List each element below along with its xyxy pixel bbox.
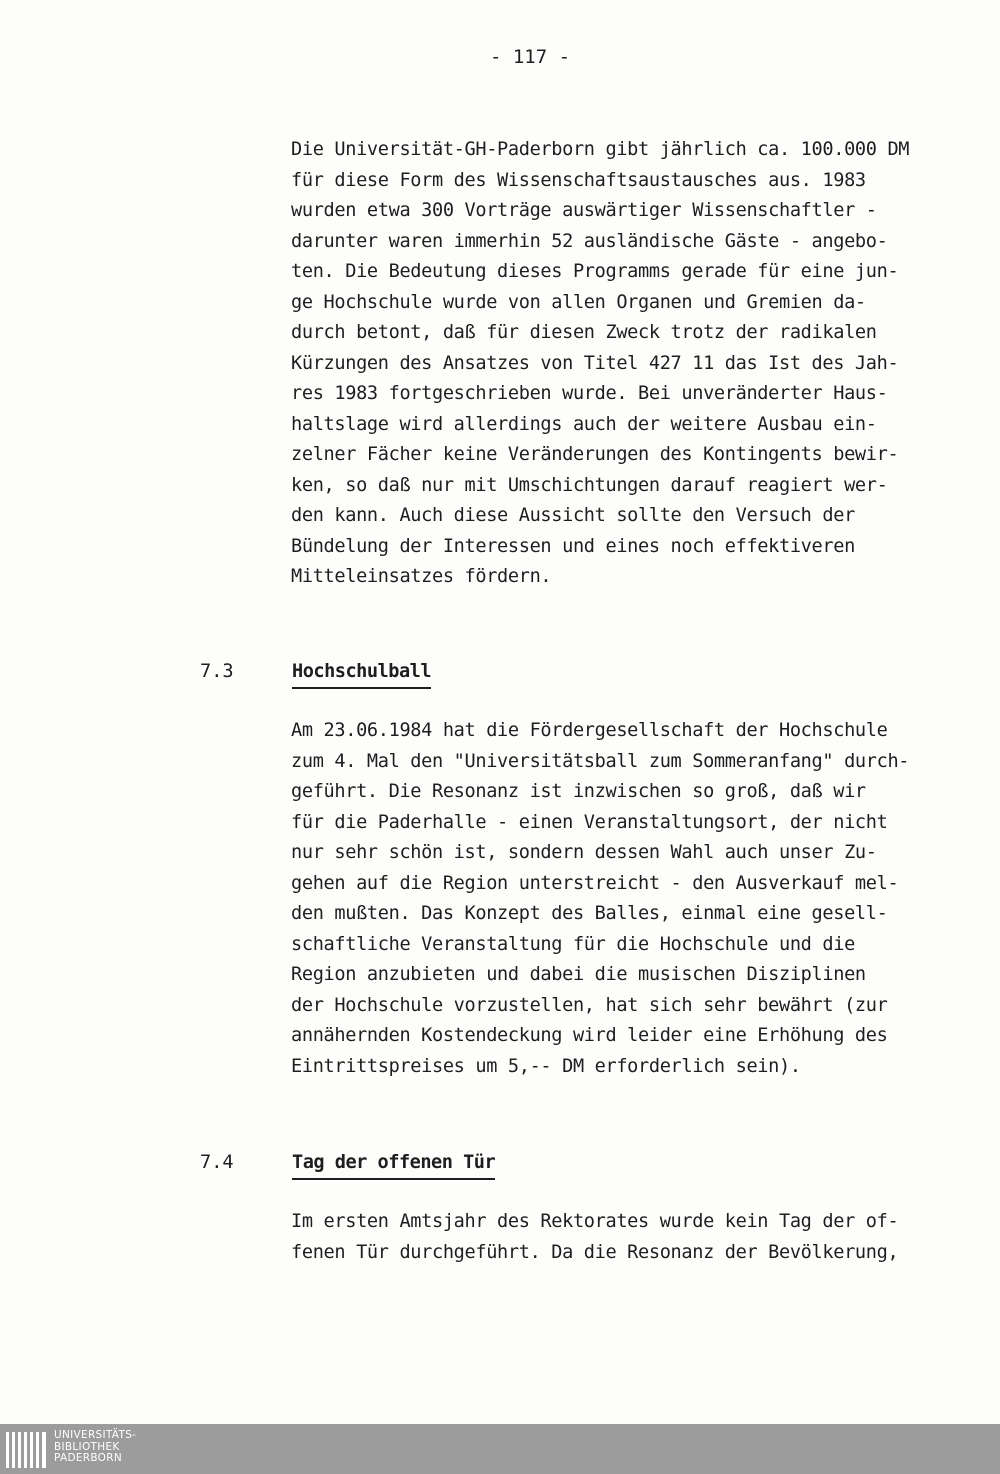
- section-number-7-3: 7.3: [200, 661, 234, 682]
- text-line: ten. Die Bedeutung dieses Programms gerade für eine jun-: [291, 261, 899, 282]
- section-heading-hochschulball: Hochschulball: [292, 657, 431, 689]
- section-number-7-4: 7.4: [200, 1152, 234, 1173]
- text-line: Kürzungen des Ansatzes von Titel 427 11 das Ist des Jah-: [291, 352, 899, 374]
- library-name: [54, 1430, 136, 1465]
- text-line: der Hochschule vorzustellen, hat sich sehr bewährt (zur: [291, 994, 888, 1016]
- library-name-line: PADERBORN: [54, 1452, 122, 1464]
- text-line: ken, so daß nur mit Umschichtungen darauf reagiert wer-: [291, 474, 888, 496]
- text-line: Region anzubieten und dabei die musischen Disziplinen: [291, 964, 866, 985]
- text-line: Mitteleinsatzes fördern.: [291, 566, 552, 587]
- intro-paragraph: [291, 135, 910, 593]
- text-line: darunter waren immerhin 52 ausländische Gäste - angebo-: [291, 230, 888, 252]
- page-number: - 117 -: [489, 46, 571, 68]
- text-line: den kann. Auch diese Aussicht sollte den Versuch der: [291, 505, 855, 526]
- text-line: gehen auf die Region unterstreicht - den Ausverkauf mel-: [291, 872, 899, 894]
- text-line: haltslage wird allerdings auch der weitere Ausbau ein-: [291, 413, 877, 435]
- text-line: Im ersten Amtsjahr des Rektorates wurde kein Tag der of-: [291, 1211, 899, 1232]
- text-line: annähernden Kostendeckung wird leider eine Erhöhung des: [291, 1025, 888, 1046]
- text-line: zum 4. Mal den "Universitätsball zum Sommeranfang" durch-: [291, 750, 910, 772]
- text-line: schaftliche Veranstaltung für die Hochschule und die: [291, 933, 855, 955]
- text-line: Die Universität-GH-Paderborn gibt jährlich ca. 100.000 DM: [291, 139, 910, 160]
- text-line: res 1983 fortgeschrieben wurde. Bei unveränderter Haus-: [291, 383, 888, 404]
- text-line: zelner Fächer keine Veränderungen des Kontingents bewir-: [291, 444, 899, 465]
- text-line: Am 23.06.1984 hat die Fördergesellschaft der Hochschule: [291, 720, 888, 741]
- library-name-line: BIBLIOTHEK: [54, 1440, 120, 1453]
- text-line: ge Hochschule wurde von allen Organen und Gremien da-: [291, 291, 866, 313]
- text-line: für die Paderhalle - einen Veranstaltungsort, der nicht: [291, 811, 888, 833]
- library-barcode-logo-icon: [6, 1432, 48, 1468]
- text-line: für diese Form des Wissenschaftsaustausches aus. 1983: [291, 169, 866, 191]
- text-line: geführt. Die Resonanz ist inzwischen so groß, daß wir: [291, 781, 866, 802]
- library-footer-bar: [0, 1424, 1000, 1474]
- text-line: durch betont, daß für diesen Zweck trotz der radikalen: [291, 322, 877, 343]
- text-line: fenen Tür durchgeführt. Da die Resonanz der Bevölkerung,: [291, 1241, 899, 1263]
- text-line: den mußten. Das Konzept des Balles, einmal eine gesell-: [291, 903, 888, 924]
- library-name-line: UNIVERSITÄTS-: [54, 1429, 137, 1441]
- text-line: wurden etwa 300 Vorträge auswärtiger Wissenschaftler -: [291, 200, 877, 221]
- text-line: nur sehr schön ist, sondern dessen Wahl auch unser Zu-: [291, 842, 877, 863]
- section-heading-tag-der-offenen-tuer: Tag der offenen Tür: [292, 1148, 495, 1180]
- text-line: Bündelung der Interessen und eines noch effektiveren: [291, 535, 855, 557]
- text-line: Eintrittspreises um 5,-- DM erforderlich sein).: [291, 1055, 801, 1077]
- section-body-tag-der-offenen-tuer: [291, 1207, 899, 1268]
- section-body-hochschulball: [291, 716, 910, 1082]
